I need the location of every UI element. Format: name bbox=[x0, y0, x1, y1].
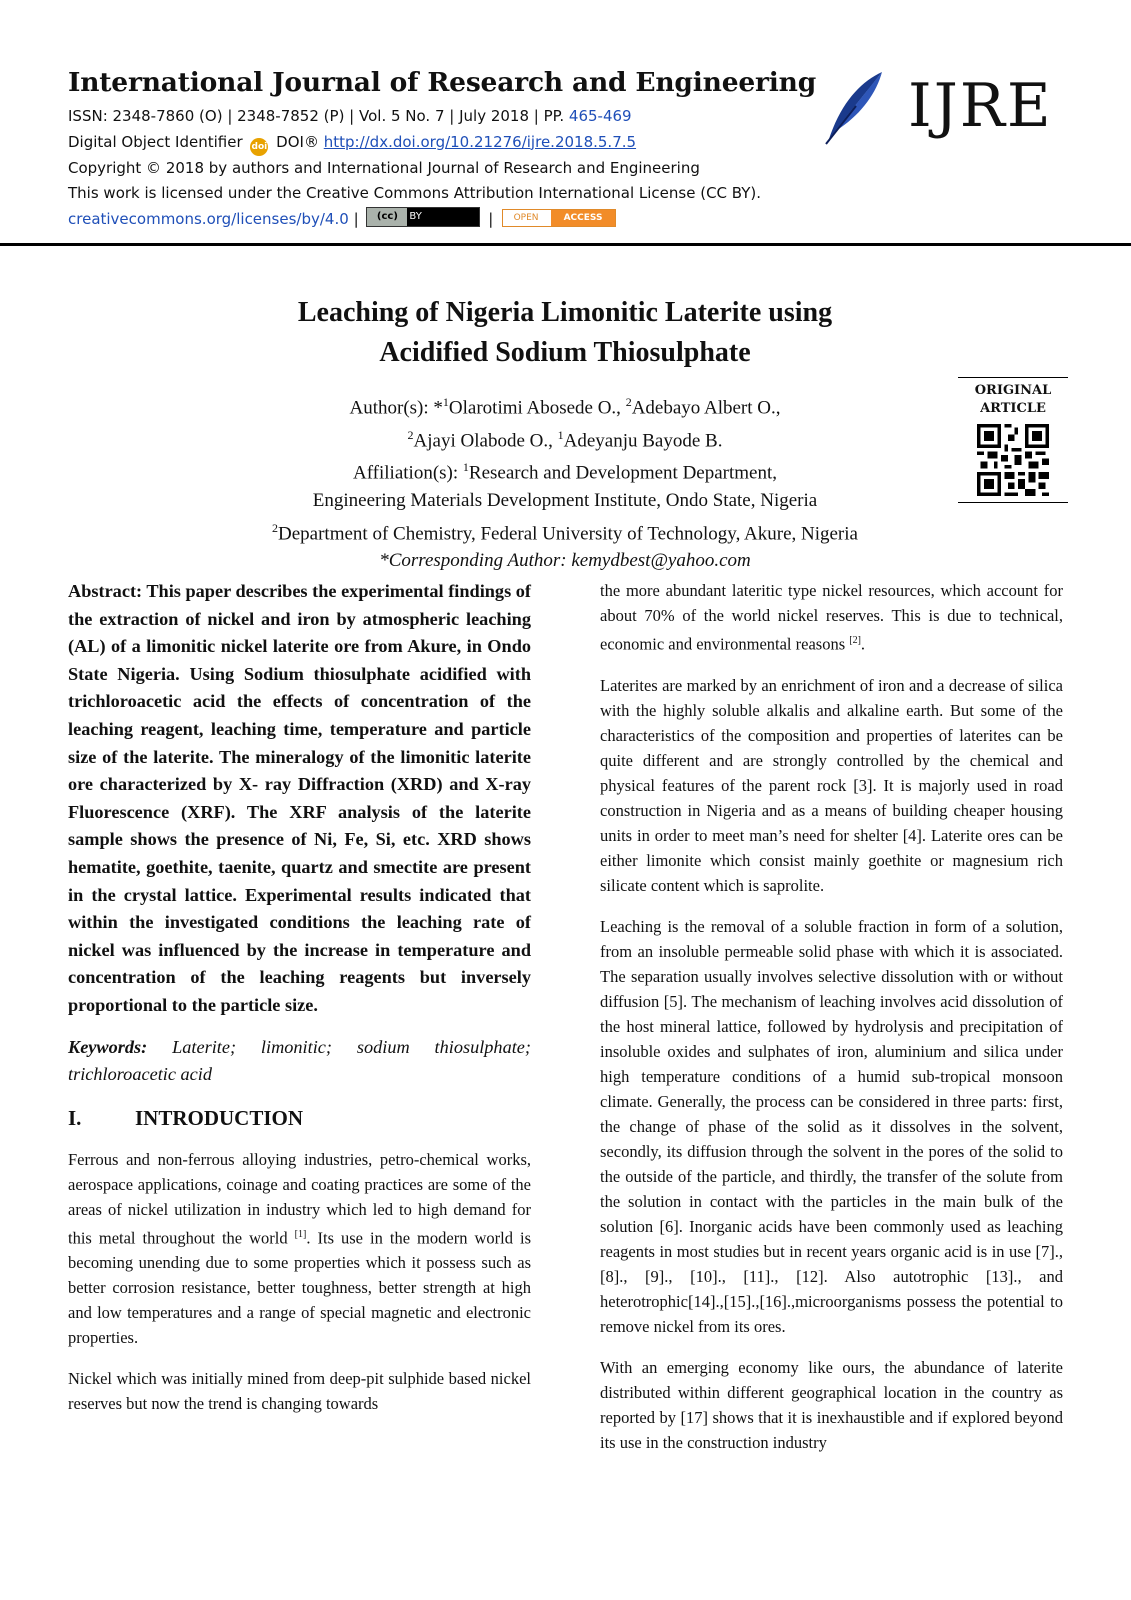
keywords bbox=[68, 1034, 531, 1089]
affiliation-line-2: Engineering Materials Development Institute, Ondo State, Nigeria bbox=[312, 490, 818, 512]
intro-paragraph-2: Nickel which was initially mined from deep-pit sulphide based nickel reserves but now the trend is changing towards bbox=[68, 1369, 531, 1414]
title-line-1: Leaching of Nigeria Limonitic Laterite using bbox=[297, 297, 833, 328]
right-paragraph-2: Laterites are marked by an enrichment of iron and a decrease of silica with the highly soluble alkalis and alkaline earth. But some of the characteristics of the composition and properties of laterites can be quite different and are strongly controlled by the chemical and physical features of the parent rock [3]. It is majorly used in road construction in Nigeria and as a means of building cheaper housing units in order to meet man’s need for shelter [4]. Laterite ores can be either limonite which consist mainly goethite or magnesium rich silicate content which is saprolite. bbox=[600, 675, 1063, 895]
issn-line bbox=[68, 104, 868, 130]
section-title: INTRODUCTION bbox=[135, 1105, 304, 1130]
paper-title bbox=[150, 293, 980, 373]
right-paragraph-4: With an emerging economy like ours, the abundance of laterite distributed within different geographical location in the country as reported by [17] shows that it is inexhaustible and if explored beyond its use in the construction industry bbox=[600, 1357, 1063, 1452]
quill-icon bbox=[820, 68, 900, 148]
authors-line-2: $^2$Ajayi Olabode O., $^1$Adeyanju Bayode B. bbox=[407, 427, 723, 452]
qr-code-icon[interactable] bbox=[977, 424, 1049, 496]
corresponding-author[interactable]: *Corresponding Author: kemydbest@yahoo.com bbox=[379, 550, 751, 572]
intro-paragraph-1: Ferrous and non-ferrous alloying industries, petro-chemical works, aerospace applications, coinage and coating practices are some of the areas of nickel utilization in industry which led to high demand for this metal throughout the world [1]. Its use in the modern world is becoming unending due to some properties which it possess such as better corrosion resistance, better toughness, better strength at high and low temperatures and a range of special magnetic and electronic properties. bbox=[68, 1149, 532, 1348]
doi-icon: doi bbox=[250, 138, 268, 156]
cc-icon: (cc) bbox=[367, 208, 407, 226]
separator: | bbox=[353, 209, 359, 228]
author-block bbox=[150, 389, 980, 575]
right-paragraph-1: the more abundant lateritic type nickel resources, which account for about 70% of the world nickel reserves. This is due to technical, economic and environmental reasons [2]. bbox=[600, 581, 1063, 654]
badge-line-1: ORIGINAL bbox=[974, 383, 1052, 398]
affiliation-line-1: Affiliation(s): $^1$Research and Development Department, bbox=[352, 460, 778, 484]
open-label: OPEN bbox=[503, 210, 549, 226]
ijre-logo bbox=[820, 68, 1053, 148]
keywords-text: Laterite; limonitic; sodium thiosulphate; trichloroacetic acid bbox=[68, 1036, 531, 1085]
journal-title: International Journal of Research and Engineering bbox=[68, 67, 817, 98]
section-number: I. bbox=[68, 1105, 82, 1130]
affiliation-line-3: $^2$Department of Chemistry, Federal University of Technology, Akure, Nigeria bbox=[272, 520, 858, 544]
keywords-label: Keywords: bbox=[68, 1036, 148, 1057]
page-range-link[interactable]: 465-469 bbox=[568, 107, 632, 125]
doi-prefix: Digital Object Identifier bbox=[68, 132, 243, 151]
doi-line bbox=[68, 130, 868, 156]
separator: | bbox=[488, 209, 494, 228]
issn-text: ISSN: 2348-7860 (O) | 2348-7852 (P) | Vol. 5 No. 7 | July 2018 | PP. bbox=[68, 107, 569, 125]
by-label: BY bbox=[409, 210, 422, 222]
access-label: ACCESS bbox=[551, 210, 615, 226]
logo-text: IJRE bbox=[908, 71, 1053, 141]
citation-1: [1] bbox=[294, 1228, 307, 1240]
license-url-line bbox=[68, 207, 868, 233]
badge-line-2: ARTICLE bbox=[980, 401, 1046, 416]
right-paragraph-3: Leaching is the removal of a soluble fraction in form of a solution, from an insoluble permeable solid phase with which it is associated. The separation usually involves selective dissolution with or without diffusion [5]. The mechanism of leaching involves acid dissolution of the host mineral lattice, followed by hydrolysis and precipitation of insoluble oxides and sulphates of iron, aluminium and silica under high temperature conditions of a humid sub-tropical monsoon climate. Generally, the process can be considered in three parts: first, the change of phase of the solid as it dissolves in the solvent, secondly, its diffusion through the solvent in the pores of the solid to the outside of the particle, and thirdly, the transfer of the solute from the solution in contact with the particles in the main bulk of the solution [6]. Inorganic acids have been commonly used as leaching reagents in most studies but in recent years organic acid is in use [7]., [8]., [9]., [10]., [11]., [12]. Also autotrophic [13]., and heterotrophic[14].,[15].,[16].,microorganisms possess the potential to remove nickel from its ores. bbox=[600, 916, 1063, 1336]
left-column bbox=[68, 578, 531, 1432]
original-article-badge bbox=[958, 377, 1068, 503]
cc-by-badge[interactable] bbox=[366, 207, 480, 227]
right-column bbox=[600, 578, 1063, 1471]
authors-line-1: Author(s): *$^1$Olarotimi Abosede O., $^2$Adebayo Albert O., bbox=[349, 395, 781, 419]
header-divider bbox=[0, 243, 1131, 246]
title-line-2: Acidified Sodium Thiosulphate bbox=[379, 337, 751, 368]
doi-link[interactable]: http://dx.doi.org/10.21276/ijre.2018.5.7.5 bbox=[323, 132, 637, 151]
section-heading-introduction bbox=[68, 1103, 531, 1133]
open-access-badge[interactable] bbox=[502, 209, 616, 227]
doi-label: DOI® bbox=[276, 132, 319, 151]
license-link[interactable]: creativecommons.org/licenses/by/4.0 bbox=[68, 209, 349, 228]
citation-2: [2] bbox=[849, 635, 861, 646]
abstract: Abstract: This paper describes the experimental findings of the extraction of nickel and iron by atmospheric leaching (AL) of a limonitic nickel laterite ore from Akure, in Ondo State Nigeria. Using Sodium thiosulphate acidified with trichloroacetic acid the effects of concentration of the leaching reagent, leaching time, temperature and particle size of the laterite. The mineralogy of the limonitic laterite ore characterized by X- ray Diffraction (XRD) and X-ray Fluorescence (XRF). The XRF analysis of the laterite sample shows the presence of Ni, Fe, Si, etc. XRD shows hematite, goethite, taenite, quartz and smectite are present in the crystal lattice. Experimental results indicated that within the investigated conditions the leaching rate of nickel was influenced by the increase in temperature and concentration of the leaching reagents but inversely proportional to the particle size. bbox=[68, 581, 531, 1015]
license-line: This work is licensed under the Creative Commons Attribution International License (CC BY). bbox=[68, 184, 762, 203]
journal-header bbox=[68, 66, 868, 232]
copyright-line: Copyright © 2018 by authors and International Journal of Research and Engineering bbox=[68, 158, 700, 177]
